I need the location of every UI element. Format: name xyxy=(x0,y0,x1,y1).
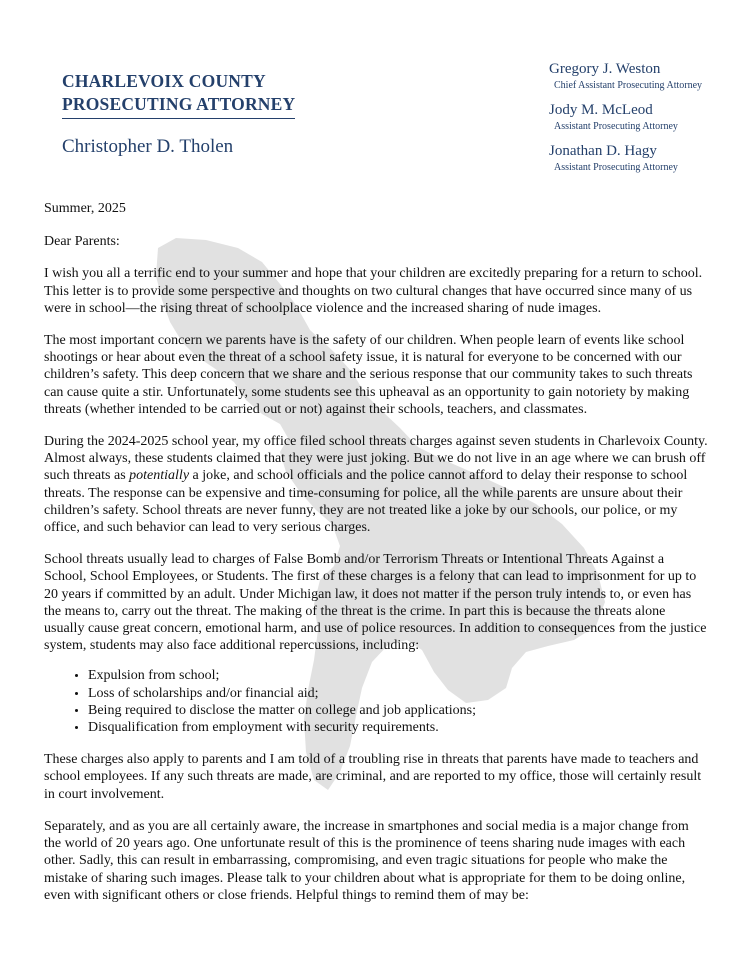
staff-list xyxy=(549,60,702,183)
office-line-1: CHARLEVOIX COUNTY xyxy=(62,71,266,91)
letterhead-office xyxy=(62,70,295,158)
list-item: • Being required to disclose the matter on college and job applications; xyxy=(88,702,709,719)
staff-member xyxy=(549,142,702,174)
text-run: a joke, and school officials and the police cannot afford to delay their response to school threats. The response can be expensive and time-consuming for police, all the while parents are unsure about their children’s safety. School threats are never funny, they are not treated like a joke by our schools, our police, or my office, and such behavior can lead to very serious charges. xyxy=(44,468,688,536)
staff-member xyxy=(549,60,702,92)
paragraph-threat-charges xyxy=(44,433,709,536)
staff-title: Assistant Prosecuting Attorney xyxy=(554,121,678,132)
letter-date: Summer, 2025 xyxy=(44,201,126,216)
paragraph-intro: I wish you all a terrific end to your summer and hope that your children are excitedly preparing for a return to school. This letter is to provide some perspective and thoughts on two cultural changes that have occurred since many of us were in school—the rising threat of schoolplace violence and the increased sharing of nude images. xyxy=(44,266,703,316)
staff-title: Assistant Prosecuting Attorney xyxy=(554,162,678,173)
staff-member xyxy=(549,101,702,133)
office-line-2: PROSECUTING ATTORNEY xyxy=(62,94,296,114)
staff-name: Jody M. McLeod xyxy=(549,102,653,118)
paragraph-parents: These charges also apply to parents and I am told of a troubling rise in threats that parents have made to teachers and school employees. If any such threats are made, are criminal, and are reported to my office, those will certainly result in court involvement. xyxy=(44,752,702,802)
text-run: During the 2024-2025 school year, my office filed school threats charges against seven students in Charlevoix County. Almost always, these students claimed that they were just joking. But we do not live in an age where we can brush off such threats as xyxy=(44,434,708,484)
letter-body xyxy=(44,200,709,919)
staff-name: Jonathan D. Hagy xyxy=(549,143,657,159)
staff-title: Chief Assistant Prosecuting Attorney xyxy=(554,80,703,91)
office-name xyxy=(62,70,295,119)
list-item: • Disqualification from employment with security requirements. xyxy=(88,719,709,736)
list-item: • Loss of scholarships and/or financial aid; xyxy=(88,685,709,702)
repercussions-list xyxy=(44,667,709,736)
prosecutor-name: Christopher D. Tholen xyxy=(62,136,234,157)
staff-name: Gregory J. Weston xyxy=(549,61,661,77)
paragraph-images: Separately, and as you are all certainly aware, the increase in smartphones and social media is a major change from the world of 20 years ago. One unfortunate result of this is the prominence of teens sharing nude images with each other. Sadly, this can result in embarrassing, compromising, and even tragic situations for people who make the mistake of sharing such images. Please talk to your children about what is appropriate for them to be doing online, even with significant others or close friends. Helpful things to remind them of may be: xyxy=(44,818,689,903)
paragraph-legal-consequences: School threats usually lead to charges of False Bomb and/or Terrorism Threats or Intentional Threats Against a School, School Employees, or Students. The first of these charges is a felony that can lead to imprisonment for up to 20 years if committed by an adult. Under Michigan law, it does not matter if the person truly intends to, or even has the means to, carry out the threat. The making of the threat is the crime. In part this is because the threats alone usually cause great concern, emotional harm, and use of police resources. In addition to consequences from the justice system, students may also face additional repercussions, including: xyxy=(44,552,707,654)
list-item: • Expulsion from school; xyxy=(88,667,709,684)
paragraph-safety: The most important concern we parents have is the safety of our children. When people learn of events like school shootings or hear about even the threat of a school safety issue, it is natural for everyone to be concerned with our children’s safety. This deep concern that we share and the serious response that our community takes to such threats can cause quite a stir. Unfortunately, some students see this upheaval as an opportunity to gain notoriety by making threats (whether intended to be carried out or not) against their schools, teachers, and classmates. xyxy=(44,333,693,417)
salutation: Dear Parents: xyxy=(44,234,120,250)
emphasis-potentially: potentially xyxy=(129,468,190,484)
